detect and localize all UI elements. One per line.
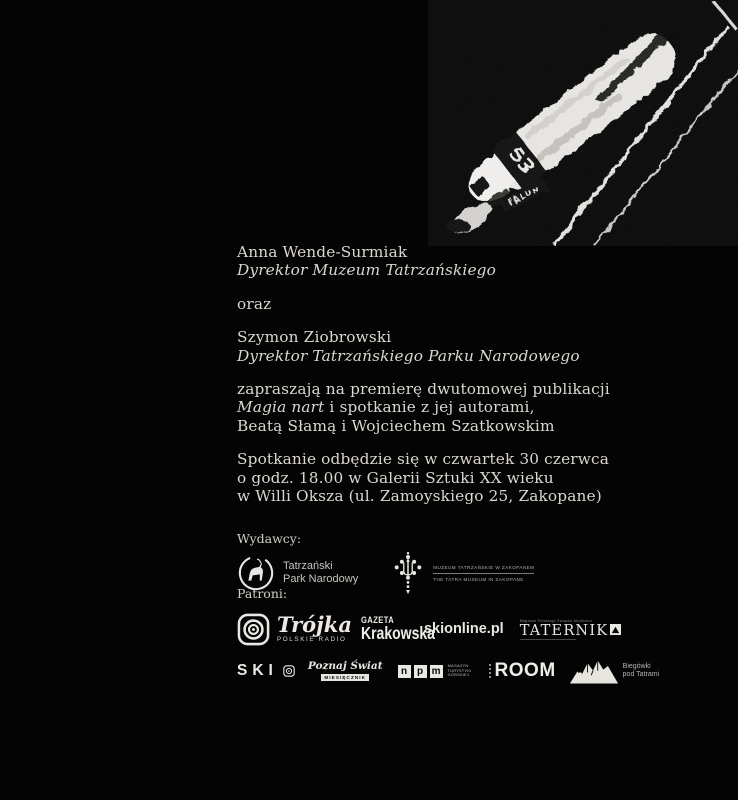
taternik-name: TATERNIK	[519, 622, 609, 639]
logo-trojka-polskie-radio	[237, 613, 352, 646]
taternik-rule	[520, 639, 576, 640]
tpn-name-line1: Tatrzański	[283, 560, 333, 572]
invitation-text	[237, 243, 610, 520]
ski-jumper-photo	[428, 0, 738, 246]
invite-line2-rest: i spotkanie z jej autorami,	[324, 398, 535, 417]
person2-name: Szymon Ziobrowski	[237, 328, 392, 347]
patrons-label: Patroni:	[237, 586, 288, 601]
person1-title: Dyrektor Muzeum Tatrzańskiego	[237, 261, 496, 280]
biegowki-line2: pod Tatrami	[622, 671, 660, 678]
taternik-mountain-icon	[610, 624, 621, 635]
trojka-wordmark	[277, 612, 352, 643]
npm-subtitle	[448, 664, 472, 678]
taternik-subtitle: Magazyn Polskiego Związku Alpinizmu	[519, 618, 592, 623]
invite-paragraph	[237, 380, 610, 435]
person1-name: Anna Wende-Surmiak	[237, 243, 408, 261]
poznaj-swiat-name: Poznaj Świat	[307, 660, 383, 673]
logo-gazeta-krakowska	[360, 614, 435, 643]
logo-room	[489, 660, 556, 682]
gazeta-line1: GAZETA	[360, 614, 395, 626]
person2-title: Dyrektor Tatrzańskiego Parku Narodowego	[237, 346, 580, 365]
muzeum-name-line1: MUZEUM TATRZAŃSKIE W ZAKOPANEM	[433, 564, 535, 570]
ski-snowflake-icon	[283, 665, 295, 677]
invite-line1: zapraszają na premierę dwutomowej publikacji	[237, 380, 610, 399]
tpn-name	[283, 560, 358, 586]
npm-letter-n: n	[398, 665, 411, 678]
gazeta-wordmark	[361, 616, 435, 641]
film-grain-overlay	[428, 0, 738, 246]
logo-taternik	[520, 619, 622, 640]
patrons-section	[237, 586, 659, 686]
mountains-skier-icon	[569, 658, 619, 685]
taternik-main	[520, 624, 622, 638]
publishers-section	[237, 531, 534, 593]
conjunction: oraz	[237, 294, 272, 313]
logo-biegowki-pod-tatrami	[569, 658, 659, 685]
trojka-subtitle: POLSKIE RADIO	[277, 636, 347, 643]
patrons-row-1	[237, 611, 659, 647]
npm-subtitle-line1: MAGAZYN	[447, 664, 469, 669]
tpn-name-line2: Park Narodowy	[283, 573, 359, 585]
logo-npm	[398, 664, 472, 678]
logo-skionline: skionline.pl	[423, 621, 504, 637]
event-line1: Spotkanie odbędzie się w czwartek 30 czerwca	[237, 450, 609, 469]
muzeum-name	[433, 565, 534, 582]
npm-subtitle-line3: GÓRSKIEJ	[447, 673, 470, 678]
person2	[237, 328, 610, 365]
patrons-row-2	[237, 656, 659, 686]
npm-letter-p: p	[414, 665, 427, 678]
logo-poznaj-swiat	[308, 661, 383, 681]
biegowki-name	[623, 663, 659, 679]
npm-subtitle-line2: TURYSTYKI	[447, 668, 472, 673]
npm-letter-m: m	[430, 665, 443, 678]
room-vertical-microtext	[489, 664, 493, 678]
biegowki-line1: Biegówki	[622, 663, 651, 670]
muzeum-divider	[433, 573, 534, 574]
event-line3: w Willi Oksza (ul. Zamoyskiego 25, Zakopane)	[237, 487, 602, 506]
book-title: Magia nart	[237, 398, 325, 417]
ski-name: SKI	[237, 662, 278, 679]
logo-ski-magazyn	[237, 662, 295, 680]
trojka-name: Trójka	[277, 612, 352, 637]
room-name: ROOM	[494, 660, 556, 681]
poznaj-swiat-subtitle: MIESIĘCZNIK	[321, 674, 369, 681]
publishers-label: Wydawcy:	[237, 531, 302, 546]
gazeta-line2: Krakowska	[360, 622, 435, 643]
invite-line3: Beatą Słamą i Wojciechem Szatkowskim	[237, 416, 555, 435]
muzeum-name-line2: THE TATRA MUSEUM IN ZAKOPANE	[433, 576, 524, 582]
event-paragraph	[237, 450, 610, 505]
event-line2: o godz. 18.00 w Galerii Sztuki XX wieku	[237, 468, 554, 487]
person1	[237, 243, 610, 280]
trojka-target-icon	[237, 613, 270, 646]
